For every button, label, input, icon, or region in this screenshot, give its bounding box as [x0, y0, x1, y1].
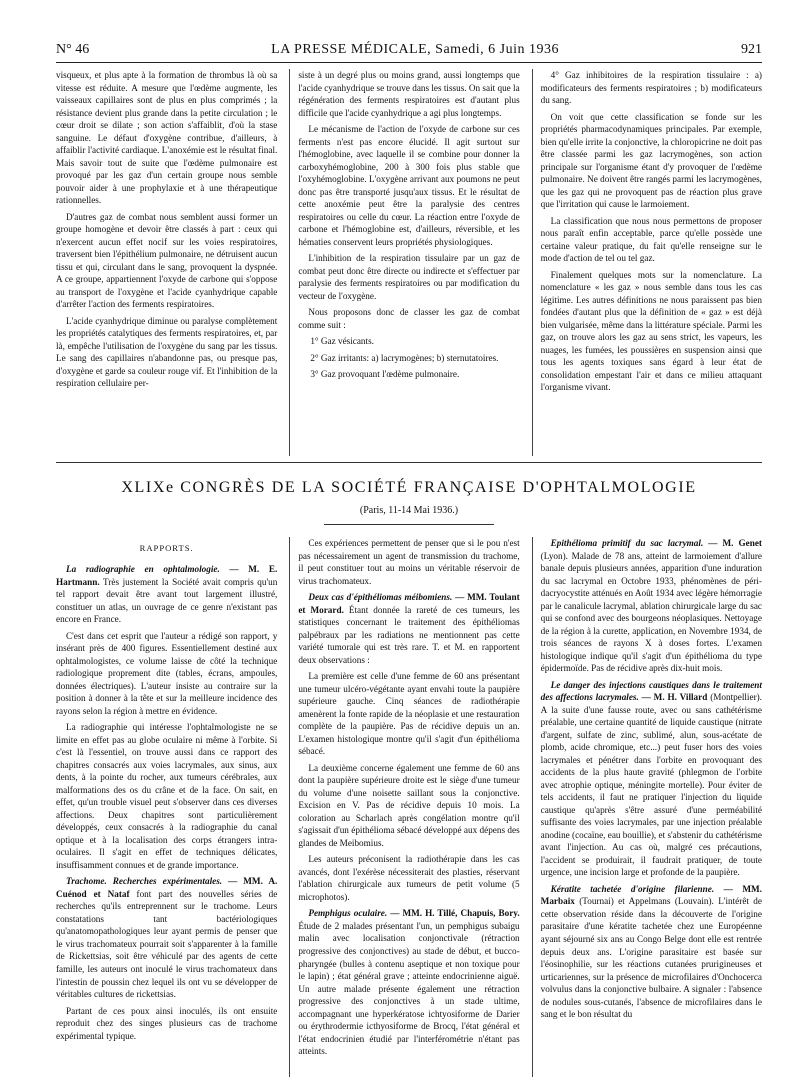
paragraph: Le mécanisme de l'action de l'oxyde de carbone sur ces ferments n'est pas encore élucidé. Il agit surtout sur l'hémoglobine, avec laquelle il se combine pour donner la carboxyhémoglobine, 200 à 300 fois plus stable que l'oxyhémoglobine. L'oxygène arrivant aux poumons ne peut donc pas être transporté jusqu'aux tissus. Et le résultat de cette anoxémie peut être la paralysie des centres respiratoires ou celle du cœur. La réaction entre l'oxyde de carbone et l'hémoglobine est, d'ailleurs, réversible, et les hématies conservent leurs propriétés physiologiques.: [298, 124, 520, 247]
article-author: — MM. Marbaix: [540, 883, 762, 907]
article-text: Étude de 2 malades présentant l'un, un pemphigus subaigu malin avec localisation conjonctivale (rétraction progressive des conjonctives) au stade de début, et bucco-pharyngée (bulles à contenu aseptique et non toxique pour le lapin) ; état général grave ; atteinte endocrinienne aiguë. Un autre malade présente également une rétraction progressive des conjonctives à un stade ultime, accompagnant une hyperkératose ichtyosiforme de Darier ou érythrodermie icthyosiforme de Brocq, l'état général et l'état endocrinien étudié par l'interférométrie n'étant pas atteints.: [298, 920, 520, 1057]
paragraph: C'est dans cet esprit que l'auteur a rédigé son rapport, y insérant près de 400 figures. Essentiellement destiné aux ophtalmologistes, ce volume laisse de côté la technique radiologique proprement dite (tables, écrans, ampoules, données électriques). L'auteur insiste au contraire sur la position à donner à la tête et sur la meilleure incidence des rayons selon la région à mettre en évidence.: [56, 630, 278, 716]
article-text: (Montpellier). A la suite d'une fausse route, avec ou sans cathétérisme préalable, une certaine quantité de liquide caustique (nitrate d'argent, sulfate de zinc, sublimé, alun, sous-acétate de plomb, acide chromique, etc...) peut fuser hors des voies lacrymales et pénétrer dans l'orbite en provoquant des accidents de la plus haute gravité (phlegmon de l'orbite avec atrophie optique, méningite mortelle). Pour éviter de tels accidents, il faut ne pratiquer l'injection du liquide caustique qu'après s'être assuré d'une perméabilité suffisante des voies lacrymales, par une injection préalable anodine (cocaïne, eau bouillie), et s'abstenir du cathétérisme avant l'injection. Au cas où, malgré ces précautions, l'accident se produirait, il faudrait pratiquer, de toute urgence, une incision large et profonde de la paupière.: [540, 692, 762, 878]
paragraph: Nous proposons donc de classer les gaz de combat comme suit :: [298, 307, 520, 330]
article-text: font part des nouvelles séries de recherches qu'ils entreprennent sur le trachome. Leurs constatations tant bactériologiques qu'anatomopathologiques leur ayant permis de penser que le virus trachomateux pourrait soit s'apparenter à la famille de Rickettsias, soit être véhiculé par des agents de cette famille, les auteurs ont inoculé le virus trachomateux dans l'intestin de poussin chez lequel ils ont vu se développer de véritables cultures de rickettsias.: [56, 888, 278, 1000]
article-author: — MM. A. Cuénod et Nataf: [56, 876, 278, 899]
paragraph: D'autres gaz de combat nous semblent aussi former un groupe homogène et devoir être classés à part : ceux qui n'exercent aucun effet nocif sur les voies respiratoires, traversent bien l'épithélium pulmonaire, ne détruisent aucun tissu et qui, circulant dans le sang, provoquent la dyspnée. A ce groupe, appartiennent l'oxyde de carbone qui s'oppose au transport de l'oxygène et l'acide cyanhydrique capable d'arrêter l'action des ferments respiratoires.: [56, 211, 278, 310]
article-heading: La radiographie en ophtalmologie.: [66, 564, 220, 574]
bottom-column-2: [289, 537, 519, 1077]
paragraph: La deuxième concerne également une femme de 60 ans dont la paupière supérieure droite est le siège d'une tumeur du volume d'une noisette saillant sous la conjonctive. Excision en V. Pas de récidive depuis 10 mois. La coloration au Scharlach après congélation montre qu'il s'agissait d'un épithélioma sébacé développé aux dépens des glandes de Meibomius.: [298, 762, 520, 848]
top-column-2: [289, 69, 519, 456]
paragraph: La première est celle d'une femme de 60 ans présentant une tumeur ulcéro-végétante ayant envahi toute la paupière supérieure gauche. Cinq séances de radiothérapie amenèrent la fonte rapide de la néoplasie et une restauration complète de la paupière. Pas de récidive depuis un an. L'examen histologique montre qu'il s'agit d'un épithélioma sébacé.: [298, 671, 520, 757]
section-divider: [56, 462, 762, 463]
article-author: — M. H. Villard: [641, 692, 708, 703]
issue-number: N° 46: [56, 42, 90, 57]
publication-line: LA PRESSE MÉDICALE, Samedi, 6 Juin 1936: [271, 42, 560, 57]
article-text: (Lyon). Malade de 78 ans, atteint de larmoiement d'allure banale depuis plusieurs années, apparition d'une induration du sac lacrymal en Octobre 1933, phénomènes de péri-dacryocystite atténués en Août 1934 avec légère hémorragie par le canalicule lacrymal, ablation chirurgicale large du sac qui se confond avec des bourgeons néoplasiques. Nettoyage de la région à la curette, application, en Novembre 1934, de trois séances de rayons X à doses fortes. L'examen histologique indique qu'il s'agit d'un épithélioma du type épidermoïde. Pas de récidive après dix-huit mois.: [540, 550, 762, 674]
article-heading: Kératite tachetée d'origine filarienne.: [550, 883, 715, 894]
top-article-columns: [56, 69, 762, 456]
congress-heading: [56, 479, 762, 525]
paragraph: 4° Gaz inhibitoires de la respiration tissulaire : a) modificateurs des ferments respiratoires ; b) modificateurs du sang.: [540, 70, 762, 106]
paragraph: visqueux, et plus apte à la formation de thrombus là où sa vitesse est réduite. A mesure que l'œdème augmente, les vaisseaux capillaires sont de plus en plus comprimés ; la résistance devient plus grande dans la petite circulation ; le cœur droit se dilate ; son action s'affaiblit, d'où la stase sanguine. Le défaut d'oxygène contribue, d'ailleurs, à affaiblir l'activité cardiaque. L'anoxémie est le résultat final. Mais savoir tout de suite que l'œdème pulmonaire est provoqué par les gaz d'un certain groupe nous semble pouvoir aider à une prophylaxie et à une thérapeutique rationnelles.: [56, 70, 278, 206]
article-text: (Tournai) et Appelmans (Louvain). L'intérêt de cette observation réside dans la découverte de l'origine parasitaire d'une kératite tachetée chez une Européenne ayant séjourné six ans au Congo Belge dont elle est rentrée depuis deux ans. L'origine parasitaire est basée sur l'éosinophilie, sur les réactions cutanées prurigineuses et urticariennes, sur la présence de microfilaires d'Onchocerca volvulus dans la conjonctive bulbaire. A signaler : l'absence de nodules sous-cutanés, l'absence de microfilaires dans le sang et le bon résultat du: [540, 896, 762, 1020]
article-author: — MM. H. Tillé, Chapuis, Bory.: [390, 908, 520, 919]
article-heading: Epithélioma primitif du sac lacrymal.: [550, 538, 704, 548]
paragraph: La radiographie qui intéresse l'ophtalmologiste ne se limite en effet pas au globe oculaire ni même à l'orbite. Si c'est là l'essentiel, on trouve aussi dans ce rapport des chapitres consacrés aux voies lacrymales, aux sinus, aux dents, à la pointe du rocher, aux tumeurs cérébrales, aux malformations des os du crâne et de la face. On sait, en effet, qu'un trouble visuel peut s'observer dans ces diverses affections. Deux chapitres sont particulièrement développés, ceux consacrés à la radiographie du canal optique et à la localisation des corps étrangers intra-oculaires. Il s'agit en effet de techniques délicates, insuffisamment connues et de grande importance.: [56, 722, 278, 870]
article-text: Très justement la Société avait compris qu'un tel rapport devait être avant tout largement illustré, constituer un atlas, un ouvrage de ce genre n'existant pas encore en France.: [56, 576, 278, 625]
bottom-column-1: [56, 537, 277, 1077]
article-author: — M. E. Hartmann.: [56, 564, 278, 587]
list-item: 3° Gaz provoquant l'œdème pulmonaire.: [310, 369, 460, 380]
gas-classification-list: [298, 335, 519, 381]
congress-report-columns: [56, 537, 762, 1077]
congress-dates: (Paris, 11-14 Mai 1936.): [359, 505, 459, 516]
paragraph: Les auteurs préconisent la radiothérapie dans les cas avancés, dont l'exérèse nécessiterait des plasties, réservant l'ablation chirurgicale aux tumeurs de petit volume (5 microphotos).: [298, 854, 520, 902]
article-author: — M. Genet: [708, 538, 762, 548]
paragraph: L'inhibition de la respiration tissulaire par un gaz de combat peut donc être directe ou indirecte et s'effectuer par paralysie des ferments respiratoires ou par modification du vecteur de l'oxygène.: [298, 253, 520, 301]
bottom-column-3: [532, 537, 762, 1077]
article-heading: Le danger des injections caustiques dans le traitement des affections lacrymales.: [540, 679, 762, 703]
paragraph: La classification que nous nous permettons de proposer nous paraît enfin acceptable, parce qu'elle possède une certaine valeur pratique, du fait qu'elle renseigne sur le mode d'action de tel ou tel gaz.: [540, 215, 762, 264]
article-text: Étant donnée la rareté de ces tumeurs, les statistiques concernant le traitement des épithéliomas palpébraux par les radiations ne mentionnent pas cette variété tumorale qui est très rare. T. et M. en rapportent deux observations :: [298, 604, 520, 665]
top-column-3: [532, 69, 762, 456]
article-heading: Deux cas d'épithéliomas méibomiens.: [308, 592, 453, 603]
paragraph: On voit que cette classification se fonde sur les propriétés pharmacodynamiques principales. Par exemple, bien qu'elle irrite la conjonctive, la chloropicrine ne doit pas être classée parmi les gaz lacrymogènes, son action principale sur l'organisme étant d'y provoquer de l'œdème pulmonaire. Ne doivent être rangés parmi les lacrymogènes, que les gaz qui ne provoquent pas de réaction plus grave que l'irritation qui cause le larmoiement.: [540, 111, 762, 210]
congress-rule: [324, 524, 494, 525]
page-header: [56, 0, 762, 63]
list-item: 1° Gaz vésicants.: [310, 336, 374, 347]
congress-title: XLIXe CONGRÈS DE LA SOCIÉTÉ FRANÇAISE D'OPHTALMOLOGIE: [121, 479, 697, 496]
list-item: 2° Gaz irritants: a) lacrymogènes; b) sternutatoires.: [310, 352, 499, 363]
article-heading: Trachome. Recherches expérimentales.: [66, 876, 223, 887]
paragraph: siste à un degré plus ou moins grand, aussi longtemps que l'acide cyanhydrique se trouve dans les tissus. On sait que la régénération des ferments respiratoires est d'autant plus difficile que l'acide cyanhydrique a agi plus longtemps.: [298, 70, 520, 118]
paragraph: Finalement quelques mots sur la nomenclature. La nomenclature « les gaz » nous semble dans tous les cas légitime. Les autres définitions ne nous paraissent pas bien fondées d'autant plus que la définition de « gaz » est déjà bien vulgarisée, même dans la littérature spéciale. Parmi les gaz, on trouve alors les gaz au sens strict, les vapeurs, les nuages, les fumées, les poussières en suspension ainsi que tous les agents toxiques sans égard à leur état de consolidation empestant l'air et dans ce milieu attaquant l'organisme vivant.: [540, 269, 762, 393]
reports-label: RAPPORTS.: [139, 543, 194, 553]
article-author: — MM. Toulant et Morard.: [298, 592, 520, 615]
top-column-1: [56, 69, 277, 456]
article-heading: Pemphigus oculaire.: [308, 908, 388, 919]
page-number: 921: [740, 42, 762, 57]
paragraph: L'acide cyanhydrique diminue ou paralyse complètement les propriétés catalytiques des ferments respiratoires, et, par là, empêche l'utilisation de l'oxygène du sang par les tissus. Le sang des capillaires n'abandonne pas, ou presque pas, d'oxygène et garde sa couleur rouge vif. Et l'inhibition de la respiration cellulaire per-: [56, 315, 278, 389]
paragraph: Partant de ces poux ainsi inoculés, ils ont ensuite reproduit chez des singes plusieurs cas de trachome expérimental typique.: [56, 1005, 278, 1041]
paragraph: Ces expériences permettent de penser que si le pou n'est pas nécessairement un agent de transmission du trachome, il peut constituer tout au moins un véritable réservoir de virus trachomateux.: [298, 538, 520, 586]
